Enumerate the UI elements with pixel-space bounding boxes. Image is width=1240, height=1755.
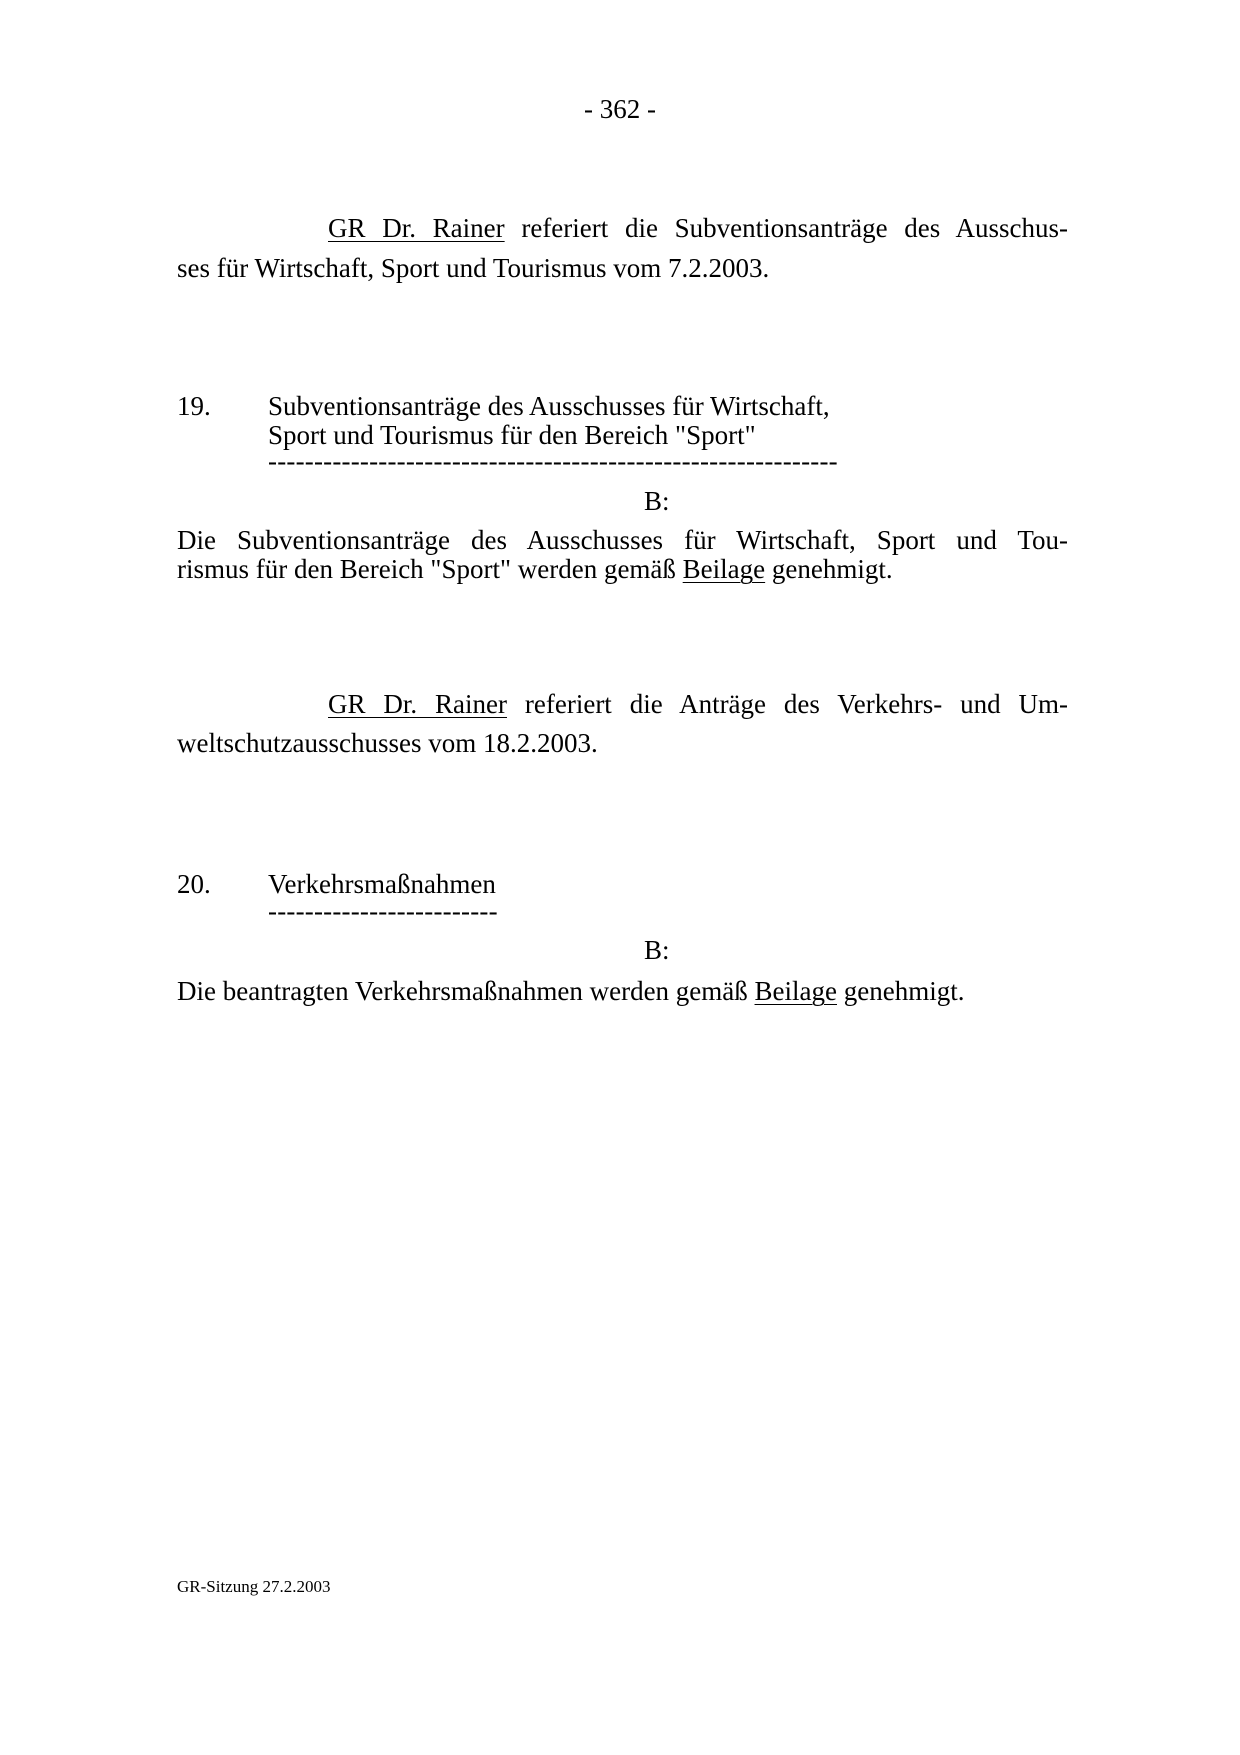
item-19-title-line-2: Sport und Tourismus für den Bereich "Sport" bbox=[268, 420, 756, 450]
decision-text: rismus für den Bereich "Sport" werden gemäß bbox=[177, 554, 676, 584]
item-20-decision bbox=[177, 975, 964, 1007]
item-19-decision-line-2 bbox=[177, 553, 893, 585]
item-20-title: Verkehrsmaßnahmen bbox=[268, 869, 496, 899]
paragraph-2-text: referiert die Anträge des Verkehrs- und Um- bbox=[524, 689, 1069, 719]
decision-text: Die beantragten Verkehrsmaßnahmen werden gemäß bbox=[177, 976, 748, 1006]
page-number: - 362 - bbox=[584, 94, 656, 124]
decision-text-end: genehmigt. bbox=[771, 554, 893, 584]
item-19-title-line-1: Subventionsanträge des Ausschusses für Wirtschaft, bbox=[268, 391, 830, 421]
speaker-name: GR Dr. Rainer bbox=[328, 689, 507, 719]
speaker-name: GR Dr. Rainer bbox=[328, 213, 505, 243]
paragraph-1-line-2: ses für Wirtschaft, Sport und Tourismus vom 7.2.2003. bbox=[177, 253, 770, 283]
item-19-decision-line-1: Die Subventionsanträge des Ausschusses für Wirtschaft, Sport und Tou- bbox=[177, 525, 1068, 555]
beilage-link[interactable]: Beilage bbox=[682, 554, 766, 584]
item-19-number: 19. bbox=[177, 391, 211, 421]
item-19-decision-label: B: bbox=[644, 486, 670, 516]
item-20-rule: ------------------------- bbox=[268, 896, 498, 926]
item-19-rule: -------------------------------------------------------------- bbox=[268, 446, 838, 476]
paragraph-2-line-1 bbox=[328, 688, 1068, 720]
item-20-decision-label: B: bbox=[644, 935, 670, 965]
decision-text-end: genehmigt. bbox=[843, 976, 965, 1006]
beilage-link[interactable]: Beilage bbox=[754, 976, 837, 1006]
paragraph-1-text: referiert die Subventionsanträge des Ausschus- bbox=[521, 213, 1069, 243]
item-20-number: 20. bbox=[177, 869, 211, 899]
paragraph-1-line-1 bbox=[328, 212, 1068, 244]
footer-session: GR-Sitzung 27.2.2003 bbox=[177, 1577, 331, 1596]
paragraph-2-line-2: weltschutzausschusses vom 18.2.2003. bbox=[177, 728, 598, 758]
